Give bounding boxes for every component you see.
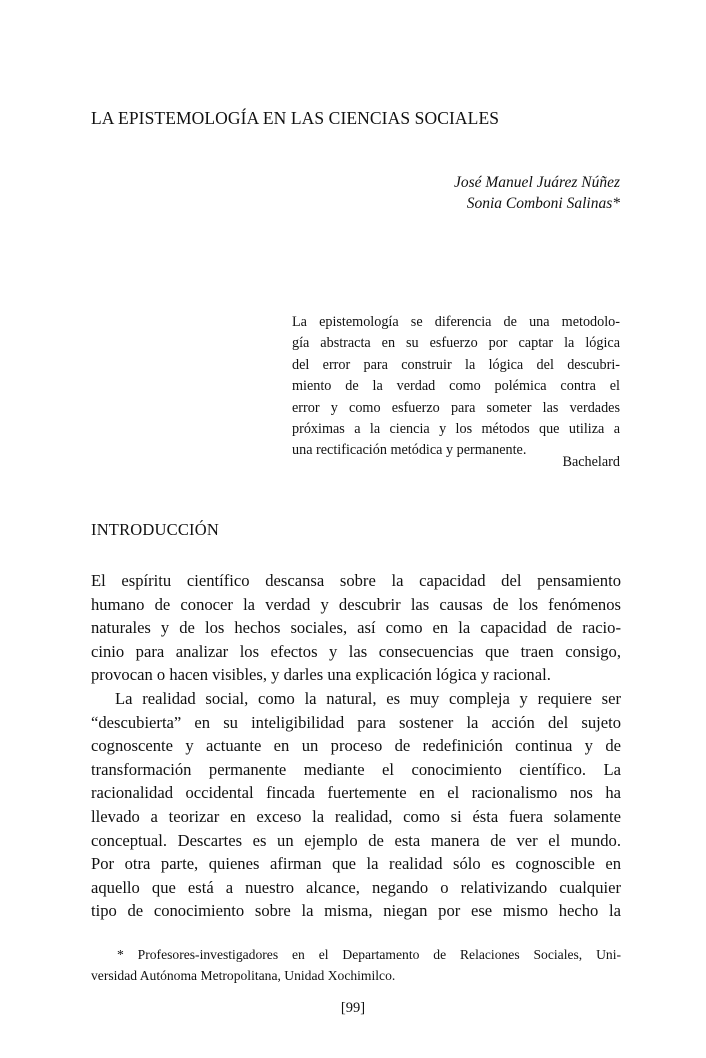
epigraph-line: La epistemología se diferencia de una metodolo- (292, 314, 620, 330)
author-name: José Manuel Juárez Núñez (453, 174, 620, 191)
epigraph-quote (292, 312, 620, 462)
paragraph-line: cognoscente y actuante en un proceso de redefinición continua y de (91, 736, 621, 756)
page-number: [99] (340, 1000, 366, 1016)
paragraph-line: “descubierta” en su inteligibilidad para sostener la acción del sujeto (91, 712, 621, 732)
paragraph-line: racionalidad occidental fincada fuertemente en el racionalismo nos ha (91, 783, 621, 803)
epigraph-line: del error para construir la lógica del descubri- (292, 356, 620, 373)
epigraph-attribution: Bachelard (562, 454, 620, 470)
paragraph-line: Por otra parte, quienes afirman que la realidad sólo es cognoscible en (91, 854, 621, 874)
paragraph-line: provocan o hacen visibles, y darles una explicación lógica y racional. (91, 665, 551, 685)
author-block (454, 172, 620, 214)
epigraph-line: error y como esfuerzo para someter las verdades (292, 399, 620, 416)
footnote-line: versidad Autónoma Metropolitana, Unidad Xochimilco. (91, 968, 396, 983)
paragraph-line: cinio para analizar los efectos y las consecuencias que traen consigo, (91, 641, 621, 661)
epigraph-line: próximas a la ciencia y los métodos que utiliza a (292, 420, 620, 437)
body-text (91, 569, 621, 923)
article-title: LA EPISTEMOLOGÍA EN LAS CIENCIAS SOCIALES (91, 108, 500, 128)
epigraph-line: miento de la verdad como polémica contra el (292, 378, 620, 395)
paragraph-line: conceptual. Descartes es un ejemplo de esta manera de ver el mundo. (91, 830, 621, 850)
paragraph-line: llevado a teorizar en exceso la realidad, como si ésta fuera solamente (91, 806, 621, 826)
section-heading: INTRODUCCIÓN (91, 520, 219, 539)
epigraph-line: una rectificación metódica y permanente. (292, 442, 527, 459)
paragraph-line: aquello que está a nuestro alcance, negando o relativizando cualquier (91, 877, 621, 897)
author-name: Sonia Comboni Salinas* (466, 195, 620, 212)
paragraph-line: La realidad social, como la natural, es muy compleja y requiere ser (115, 688, 621, 708)
paragraph-line: transformación permanente mediante el conocimiento científico. La (91, 759, 621, 779)
paragraph-line: El espíritu científico descansa sobre la capacidad del pensamiento (91, 571, 621, 590)
paragraph-line: tipo de conocimiento sobre la misma, niegan por ese mismo hecho la (91, 901, 621, 921)
footnote (91, 944, 621, 986)
paragraph-line: naturales y de los hechos sociales, así como en la capacidad de racio- (91, 618, 621, 638)
footnote-line: * Profesores-investigadores en el Departamento de Relaciones Sociales, Uni- (117, 947, 621, 962)
epigraph-line: gía abstracta en su esfuerzo por captar la lógica (292, 335, 620, 352)
paragraph-line: humano de conocer la verdad y descubrir las causas de los fenómenos (91, 594, 621, 614)
